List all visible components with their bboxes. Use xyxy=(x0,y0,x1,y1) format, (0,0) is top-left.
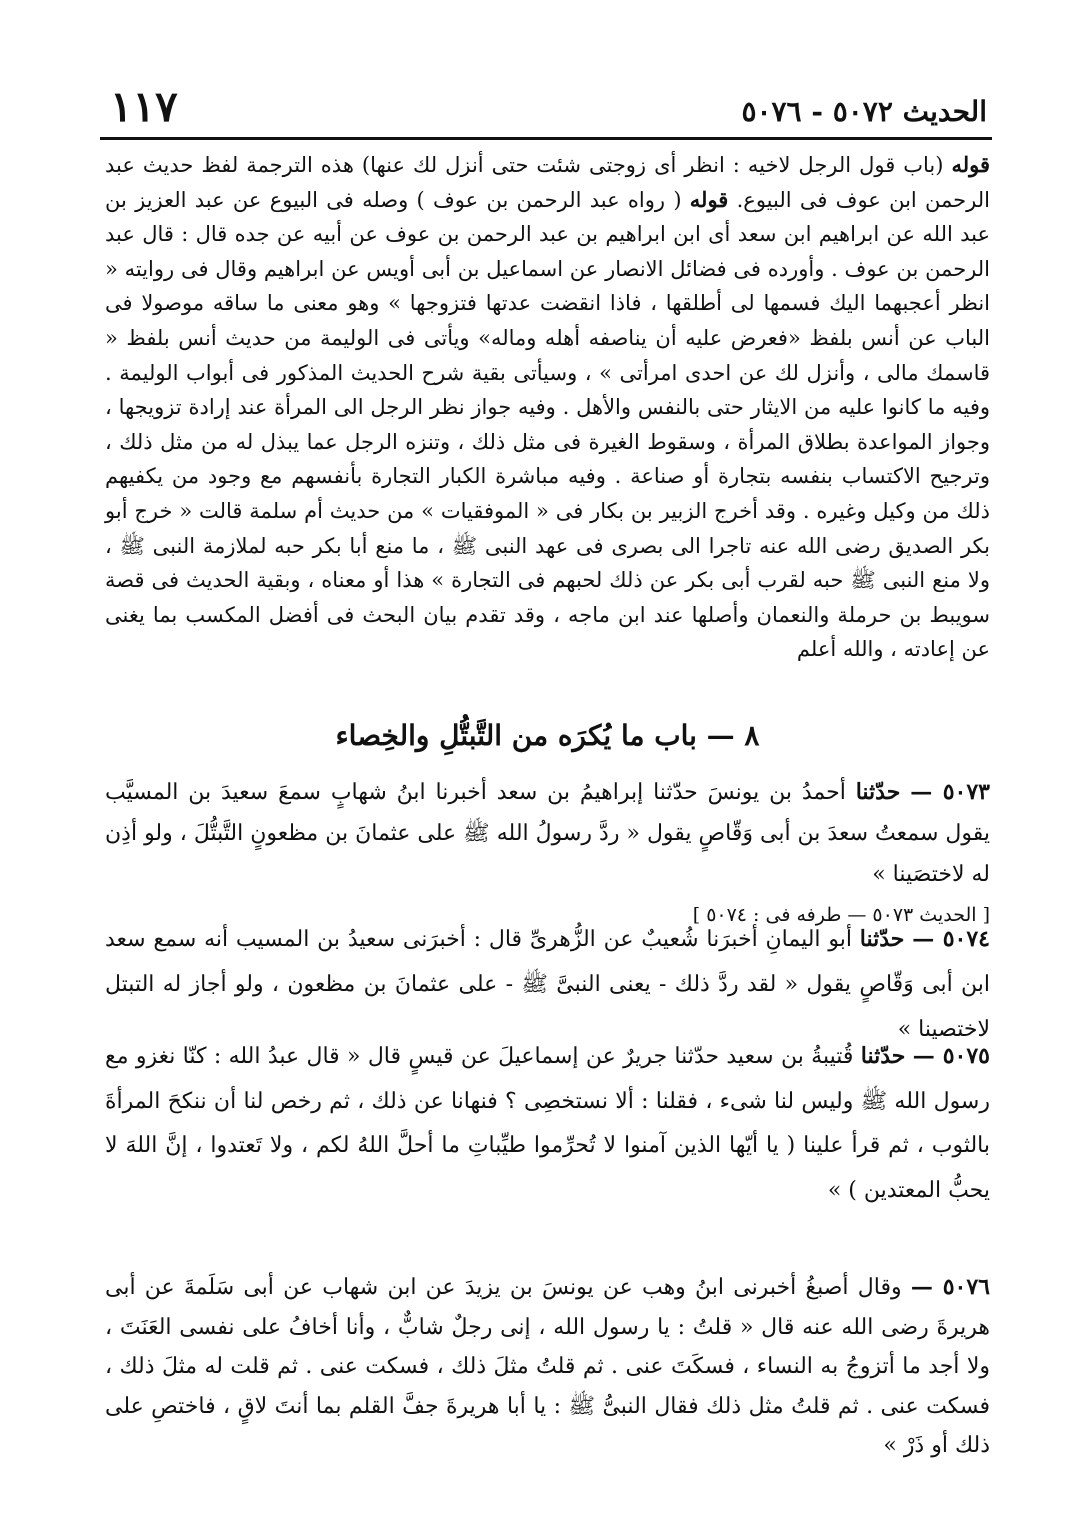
hadith-text: أحمدُ بن يونسَ حدّثنا إبراهيمُ بن سعد أخبرنا ابنُ شهابٍ سمعَ سعيدَ بن المسيَّب يقول سمعتُ سعدَ بن أبى وَقّاصٍ يقول « ردَّ رسولُ الله ﷺ على عثمانَ بن مظعونٍ التَّبتُّلَ ، ولو أذِن له لاختصَينا » xyxy=(105,780,990,887)
chapter-heading xyxy=(105,716,990,756)
page-header xyxy=(110,82,987,131)
hadith-text: قُتيبةُ بن سعيد حدّثنا جريرٌ عن إسماعيلَ عن قيسٍ قال « قال عبدُ الله : كنّا نغزو مع رسول الله ﷺ وليس لنا شىء ، فقلنا : ألا نستخصِى ؟ فنهانا عن ذلك ، ثم رخص لنا أن ننكحَ المرأةَ بالثوب ، ثم قرأ علينا ( يا أيّها الذين آمنوا لا تُحرِّموا طيِّباتِ ما أحلَّ اللهُ لكم ، ولا تَعتدوا ، إنَّ اللهَ لا يحبُّ المعتدين ) » xyxy=(105,1044,990,1203)
header-rule xyxy=(100,137,992,140)
commentary-keyword: قوله xyxy=(689,186,729,212)
hadith-5073 xyxy=(105,772,990,936)
chapter-word: باب xyxy=(654,719,697,752)
commentary-block xyxy=(105,148,990,667)
hadith-cross-reference: [ الحديث ٥٠٧٣ — طرفه فى : ٥٠٧٤ ] xyxy=(692,904,990,926)
chapter-title: ما يُكرَه من التَّبتُّلِ والخِصاء xyxy=(335,719,645,752)
commentary-keyword: قوله xyxy=(951,152,990,177)
hadith-5076 xyxy=(105,1268,990,1466)
commentary-text: ( رواه عبد الرحمن بن عوف ) وصله فى البيوع عن عبد العزيز بن عبد الله عن ابراهيم ابن سعد أى ابن ابراهيم بن عبد الرحمن بن عوف عن أبيه عن جده قال : قال عبد الرحمن بن عوف . وأورده فى فضائل الانصار عن اسماعيل بن أبى أويس عن ابراهيم وقال فى روايته « انظر أعجبهما اليك فسمها لى أطلقها ، فاذا انقضت عدتها فتزوجها » وهو معنى ما ساقه موصولا فى الباب عن أنس بلفظ «فعرض عليه أن يناصفه أهله وماله» ويأتى فى الوليمة من حديث أنس بلفظ « قاسمك مالى ، وأنزل لك عن احدى امرأتى » ، وسيأتى بقية شرح الحديث المذكور فى أبواب الوليمة . وفيه ما كانوا عليه من الايثار حتى بالنفس والأهل . وفيه جواز نظر الرجل الى المرأة عند إرادة تزويجها ، وجواز المواعدة بطلاق المرأة ، وسقوط الغيرة فى مثل ذلك ، وتنزه الرجل عما يبذل له من مثل ذلك ، وترجيح الاكتساب بنفسه بتجارة أو صناعة . وفيه مباشرة الكبار التجارة بأنفسهم مع وجود من يكفيهم ذلك من وكيل وغيره . وقد أخرج الزبير بن بكار فى « الموفقيات » من حديث أم سلمة قالت « خرج أبو بكر الصديق رضى الله عنه تاجرا الى بصرى فى عهد النبى ﷺ ، ما منع أبا بكر حبه لملازمة النبى ﷺ ، ولا منع النبى ﷺ حبه لقرب أبى بكر عن ذلك لحبهم فى التجارة » هذا أو معناه ، وبقية الحديث فى قصة سويبط بن حرملة والنعمان وأصلها عند ابن ماجه ، وقد تقدم بيان البحث فى أفضل المكسب بما يغنى عن إعادته ، والله أعلم xyxy=(105,187,990,662)
chapter-number: ٨ — xyxy=(706,719,760,752)
hadith-number: ٥٠٧٤ — xyxy=(912,926,990,952)
hadith-5074 xyxy=(105,917,990,1052)
hadith-text: أبو اليمانِ أخبرَنا شُعيبٌ عن الزُّهرىِّ قال : أخبرَنى سعيدُ بن المسيب أنه سمع سعد ابن أبى وَقّاصٍ يقول « لقد ردَّ ذلك - يعنى النبىَّ ﷺ - على عثمانَ بن مظعون ، ولو أجاز له التبتل لاختصينا » xyxy=(105,927,990,1042)
hadith-haddathana: حدّثنا xyxy=(859,926,905,952)
page-number: ١١٧ xyxy=(110,82,178,131)
hadith-number: ٥٠٧٣ — xyxy=(910,779,990,805)
commentary-paragraph xyxy=(105,148,990,667)
running-head: الحديث ٥٠٧٢ - ٥٠٧٦ xyxy=(741,95,987,128)
hadith-haddathana: حدّثنا xyxy=(855,779,901,805)
hadith-5075 xyxy=(105,1034,990,1213)
commentary-text: (باب قول الرجل لاخيه : انظر أى زوجتى شئت حتى أنزل لك عنها) هذه الترجمة لفظ حديث عبد الرحمن ابن عوف فى البيوع. xyxy=(105,153,990,212)
hadith-haddathana: حدّثنا xyxy=(860,1043,906,1069)
hadith-number: ٥٠٧٦ — xyxy=(910,1274,990,1300)
hadith-text: وقال أصبغُ أخبرنى ابنُ وهب عن يونسَ بن يزيدَ عن ابن شهاب عن أبى سَلَمةَ عن أبى هريرةَ رضى الله عنه قال « قلتُ : يا رسول الله ، إنى رجلٌ شابٌّ ، وأنا أخافُ على نفسى العَنَتَ ، ولا أجد ما أتزوجُ به النساء ، فسكَتَ عنى . ثم قلتُ مثلَ ذلك ، فسكت عنى . ثم قلت له مثلَ ذلك ، فسكت عنى . ثم قلتُ مثل ذلك فقال النبىُّ ﷺ : يا أبا هريرةَ جفَّ القلم بما أنتَ لاقٍ ، فاختصِ على ذلك أو ذَرْ » xyxy=(105,1275,990,1458)
hadith-number: ٥٠٧٥ — xyxy=(912,1043,990,1069)
